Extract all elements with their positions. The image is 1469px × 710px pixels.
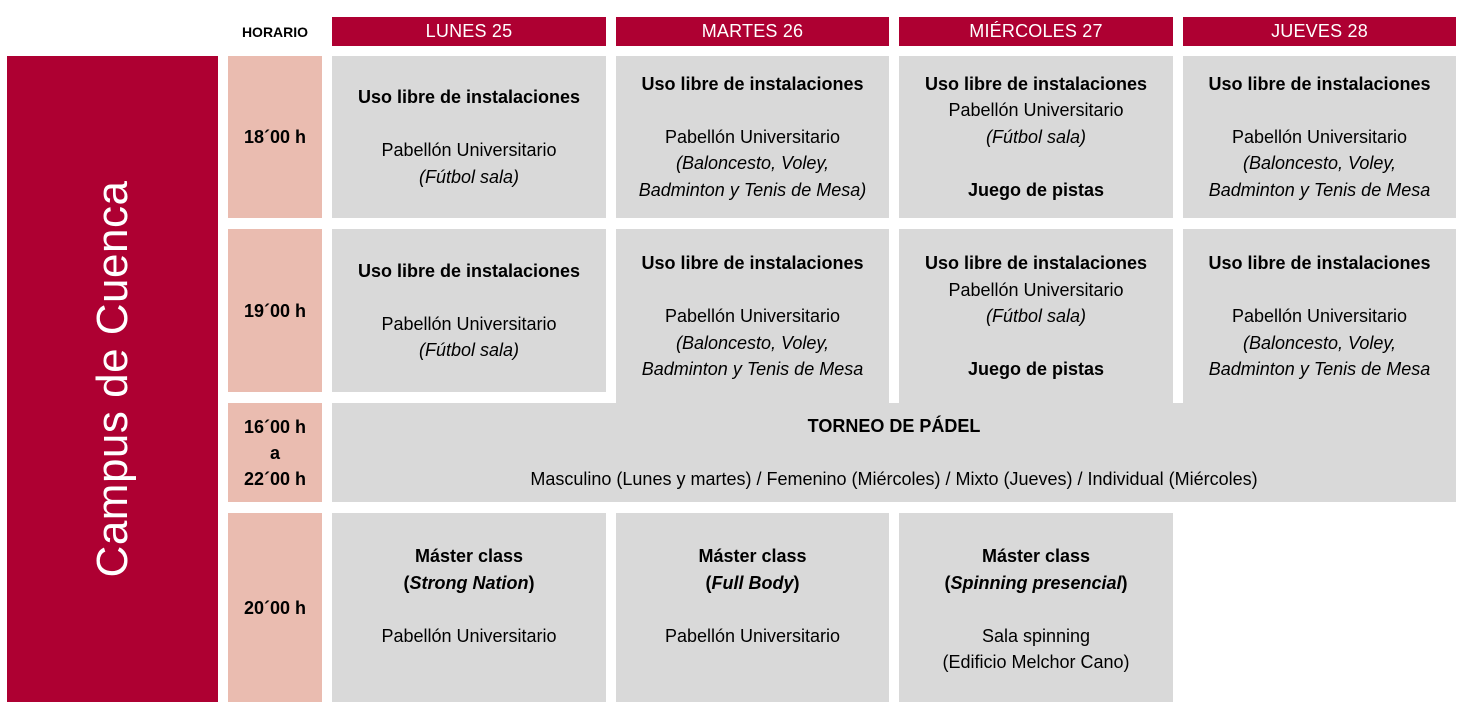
padel-title: TORNEO DE PÁDEL	[807, 415, 981, 436]
activity-cell-miercoles-19	[899, 229, 1173, 404]
activity-extra: Juego de pistas	[967, 359, 1105, 380]
time-slot-16-22	[228, 403, 322, 502]
master-class-place: Pabellón Universitario	[664, 625, 841, 646]
master-class-title: Máster class	[981, 546, 1091, 566]
activity-title: Uso libre de instalaciones	[924, 73, 1148, 94]
master-class-name: (Full Body)	[705, 572, 800, 593]
activity-place: Pabellón Universitario	[948, 279, 1124, 300]
day-header-miercoles: MIÉRCOLES 27	[899, 17, 1173, 46]
master-class-cell-martes	[616, 513, 889, 702]
activity-title: Uso libre de instalaciones	[1208, 73, 1431, 94]
activity-detail: Badminton y Tenis de Mesa	[641, 359, 864, 380]
activity-detail: (Fútbol sala)	[985, 306, 1087, 327]
activity-place: Pabellón Universitario	[948, 100, 1124, 121]
activity-place: Pabellón Universitario	[381, 313, 557, 334]
time-slot-19	[228, 229, 322, 392]
activity-title: Uso libre de instalaciones	[1208, 253, 1431, 274]
master-class-name: (Strong Nation)	[403, 572, 535, 593]
day-header-martes: MARTES 26	[616, 17, 889, 46]
horario-header: HORARIO	[241, 24, 309, 40]
activity-cell-martes-19	[616, 229, 889, 404]
activity-detail: Badminton y Tenis de Mesa	[1208, 179, 1431, 200]
activity-extra: Juego de pistas	[967, 179, 1105, 200]
master-class-place: Sala spinning	[981, 625, 1091, 646]
time-start-label: 16´00 h	[243, 416, 307, 437]
activity-title: Uso libre de instalaciones	[357, 260, 581, 281]
time-separator: a	[269, 442, 280, 463]
master-class-cell-miercoles	[899, 513, 1173, 702]
master-class-name: (Spinning presencial)	[944, 572, 1128, 593]
activity-detail: (Baloncesto, Voley,	[675, 332, 830, 353]
time-label: 18´00 h	[243, 127, 307, 147]
activity-detail: (Baloncesto, Voley,	[1242, 332, 1397, 353]
master-class-cell-lunes	[332, 513, 606, 702]
activity-detail: (Fútbol sala)	[985, 126, 1087, 147]
time-slot-20	[228, 513, 322, 702]
campus-band	[7, 56, 218, 702]
day-header-lunes: LUNES 25	[332, 17, 606, 46]
activity-cell-miercoles-18	[899, 56, 1173, 218]
activity-detail: (Baloncesto, Voley,	[1242, 153, 1397, 174]
activity-detail: (Baloncesto, Voley,	[675, 153, 830, 174]
activity-place: Pabellón Universitario	[664, 306, 841, 327]
activity-detail: Badminton y Tenis de Mesa)	[638, 179, 867, 200]
day-header-jueves: JUEVES 28	[1183, 17, 1456, 46]
activity-title: Uso libre de instalaciones	[641, 73, 864, 94]
activity-detail: (Fútbol sala)	[418, 340, 520, 360]
time-end-label: 22´00 h	[243, 468, 307, 489]
activity-cell-lunes-19	[332, 229, 606, 392]
activity-detail: (Fútbol sala)	[418, 166, 520, 187]
master-class-title: Máster class	[414, 546, 524, 566]
activity-cell-jueves-19	[1183, 229, 1456, 404]
activity-cell-lunes-18	[332, 56, 606, 218]
activity-cell-jueves-18	[1183, 56, 1456, 218]
time-slot-18	[228, 56, 322, 218]
time-label: 20´00 h	[243, 597, 307, 618]
padel-tournament-cell	[332, 403, 1456, 502]
activity-detail: Badminton y Tenis de Mesa	[1208, 359, 1431, 380]
master-class-title: Máster class	[698, 546, 807, 566]
activity-cell-martes-18	[616, 56, 889, 218]
activity-place: Pabellón Universitario	[1231, 126, 1408, 147]
campus-label: Campus de Cuenca	[87, 180, 137, 578]
master-class-place-detail: (Edificio Melchor Cano)	[942, 652, 1130, 672]
activity-place: Pabellón Universitario	[1231, 306, 1408, 327]
master-class-place: Pabellón Universitario	[381, 625, 557, 646]
time-label: 19´00 h	[243, 300, 307, 321]
activity-place: Pabellón Universitario	[664, 126, 841, 147]
activity-title: Uso libre de instalaciones	[924, 253, 1148, 274]
activity-title: Uso libre de instalaciones	[641, 253, 864, 274]
activity-title: Uso libre de instalaciones	[357, 87, 581, 107]
activity-place: Pabellón Universitario	[381, 140, 557, 160]
padel-description: Masculino (Lunes y martes) / Femenino (Miércoles) / Mixto (Jueves) / Individual (Miércoles)	[530, 468, 1258, 489]
